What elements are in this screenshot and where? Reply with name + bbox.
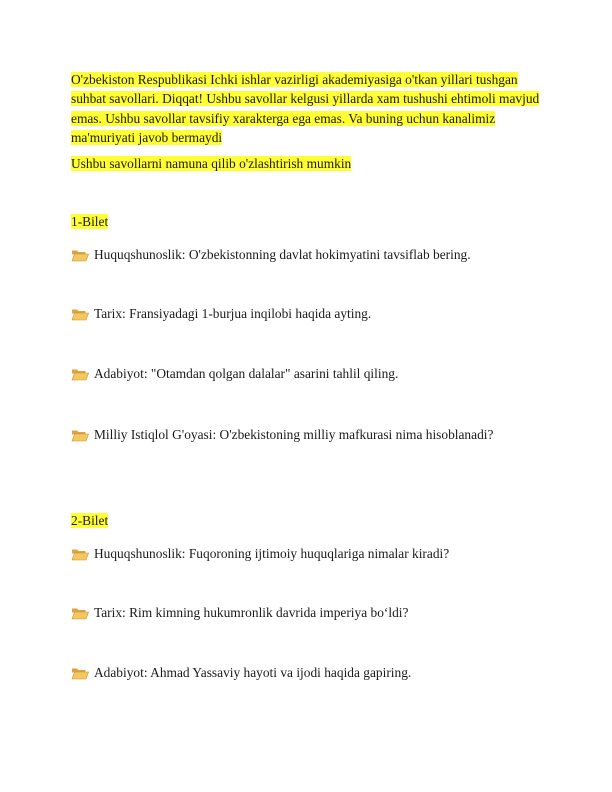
ticket-1-question-3	[71, 364, 398, 383]
ticket-1-question-2	[71, 304, 371, 323]
open-folder-icon	[71, 307, 89, 321]
sample-note	[71, 154, 351, 173]
intro-text: O'zbekiston Respublikasi Ichki ishlar vazirligi akademiyasiga o'tkan yillari tushgan suhbat savollari. Diqqat! Ushbu savollar kelgusi yillarda xam tushushi ehtimoli mavjud emas. Ushbu savollar tavsifiy xarakterga ega emas. Va buning uchun kanalimiz ma'muriyati javob bermaydi	[71, 72, 540, 145]
open-folder-icon	[71, 666, 89, 680]
ticket-2-question-3	[71, 663, 411, 682]
ticket-1-question-1	[71, 245, 471, 264]
question-text: Huquqshunoslik: O'zbekistonning davlat hokimyatini tavsiflab bering.	[94, 247, 471, 262]
open-folder-icon	[71, 367, 89, 381]
ticket-1-title: 1-Bilet	[71, 214, 109, 229]
open-folder-icon	[71, 428, 89, 442]
ticket-2-title: 2-Bilet	[71, 513, 109, 528]
open-folder-icon	[71, 606, 89, 620]
intro-paragraph	[71, 70, 551, 147]
question-text: Tarix: Fransiyadagi 1-burjua inqilobi haqida ayting.	[94, 306, 372, 321]
sample-note-text: Ushbu savollarni namuna qilib o'zlashtirish mumkin	[71, 156, 352, 171]
ticket-1-heading	[71, 212, 108, 231]
question-text: Huquqshunoslik: Fuqoroning ijtimoiy huquqlariga nimalar kiradi?	[94, 546, 450, 561]
ticket-2-question-1	[71, 544, 449, 563]
ticket-2-question-2	[71, 603, 408, 622]
question-text: Milliy Istiqlol G'oyasi: O'zbekistoning milliy mafkurasi nima hisoblanadi?	[94, 427, 494, 442]
question-text: Adabiyot: Ahmad Yassaviy hayoti va ijodi haqida gapiring.	[94, 665, 412, 680]
ticket-1-question-4	[71, 425, 493, 444]
ticket-2-heading	[71, 511, 108, 530]
open-folder-icon	[71, 547, 89, 561]
question-text: Tarix: Rim kimning hukumronlik davrida imperiya bo‘ldi?	[94, 605, 409, 620]
open-folder-icon	[71, 248, 89, 262]
question-text: Adabiyot: "Otamdan qolgan dalalar" asarini tahlil qiling.	[94, 366, 399, 381]
